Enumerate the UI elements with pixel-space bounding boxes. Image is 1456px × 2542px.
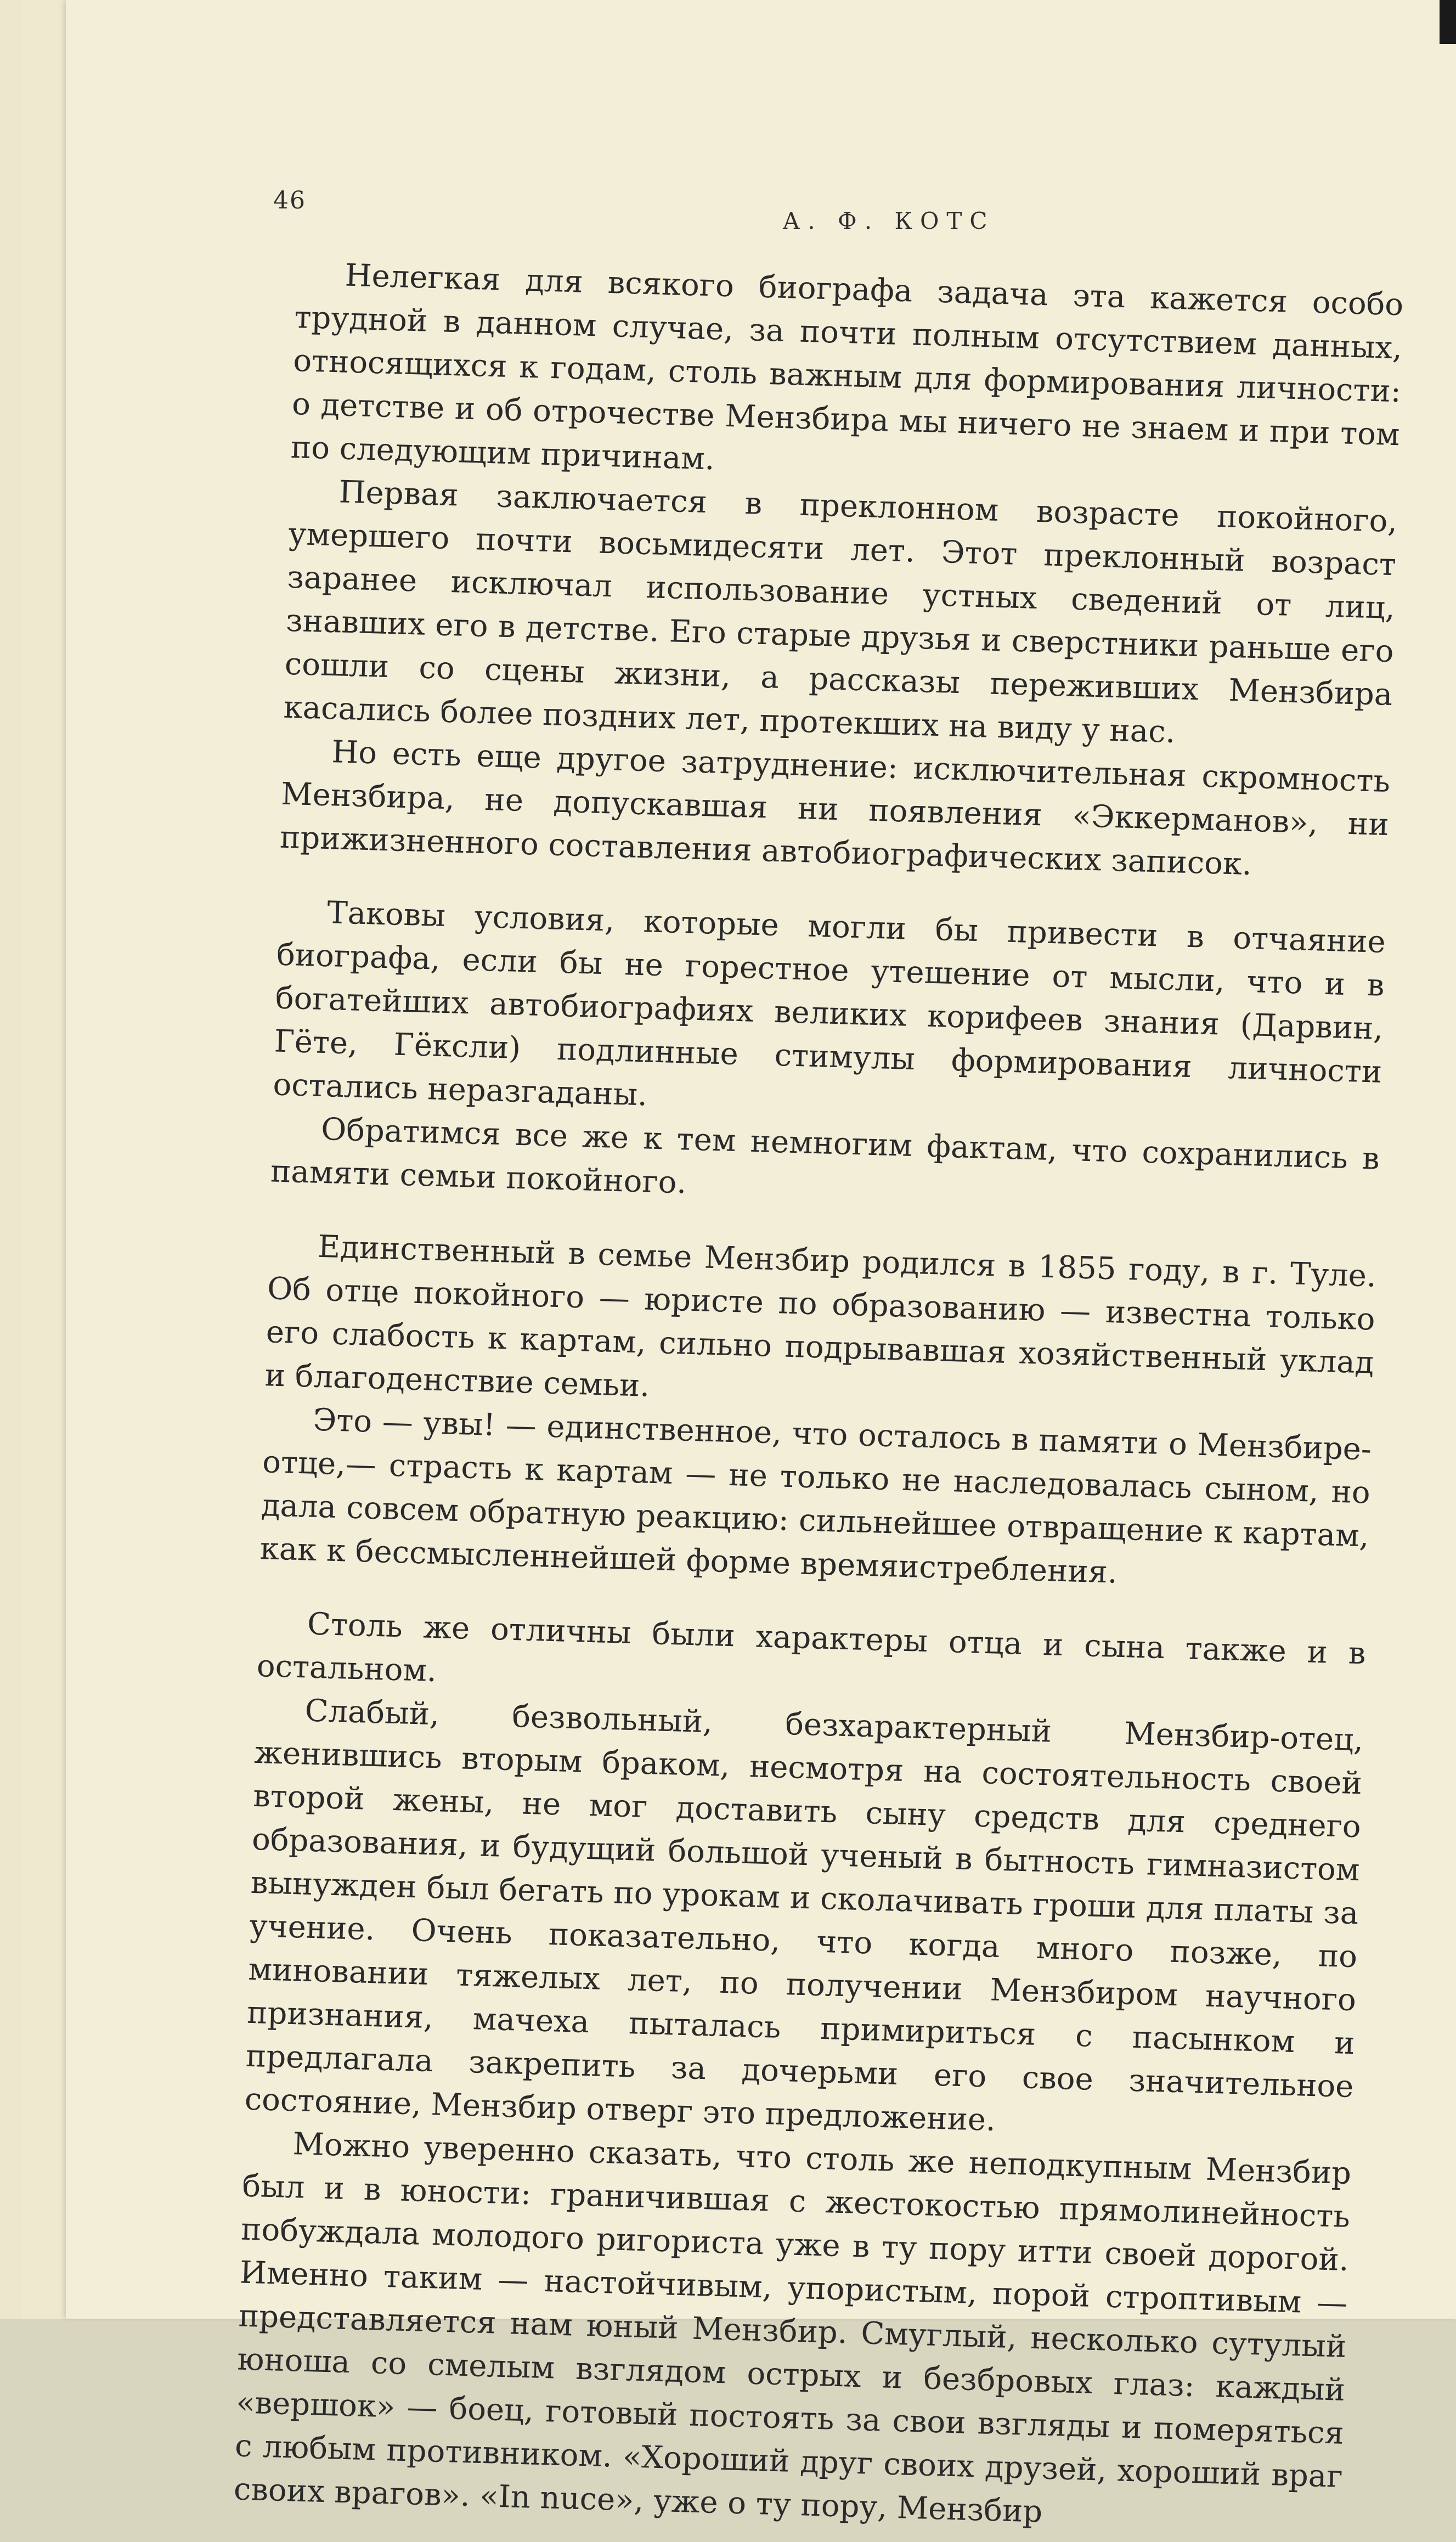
paragraph: Единственный в семье Мензбир родился в 1855 году, в г. Туле. Об отце покойного — юристе по образованию — известна только его слабость к картам, сильно подрывавшая хозяйственный уклад и благоденствие семьи. xyxy=(264,1228,1377,1404)
paragraph: Нелегкая для всякого биографа задача эта кажется особо трудной в данном случае, за почти полным отсутствием данных, относящихся к годам, столь важным для формирования личности: о детстве и об отрочестве Мензбира мы ничего не знаем и при том по следующим причинам. xyxy=(290,257,1404,477)
paragraph: Слабый, безвольный, безхарактерный Мензбир-отец, женившись вторым браком, несмотря на состоятельность своей второй жены, не мог доставить сыну средств для среднего образования, и будущий большой ученый в бытность гимназистом вынужден был бегать по урокам и сколачивать гроши для платы за учение. Очень показательно, что когда много позже, по миновании тяжелых лет, по получении Мензбиром научного признания, мачеха пыталась примириться с пасынком и предлагала закрепить за дочерьми его свое значительное состояние, Мензбир отверг это предложение. xyxy=(244,1693,1364,2138)
book-page xyxy=(66,0,1456,2530)
paragraph: Первая заключается в преклонном возрасте покойного, умершего почти восьмидесяти лет. Этот преклонный возраст заранее исключал использование устных сведений от лиц, знавших его в детстве. Его старые друзья и сверстники раньше его сошли со сцены жизни, а рассказы переживших Мензбира касались более поздних лет, протекших на виду у нас. xyxy=(283,474,1398,751)
paragraph: Столь же отличны были характеры отца и сына также и в остальном. xyxy=(256,1606,1367,1689)
paragraph: Таковы условия, которые могли бы привести в отчаяние биографа, если бы не горестное утешение от мысли, что и в богатейших автобиографиях великих корифеев знания (Дарвин, Гёте, Гёксли) подлинные стимулы формирования личности остались неразгаданы. xyxy=(272,895,1386,1113)
paragraph: Но есть еще другое затруднение: исключительная скромность Мензбира, не допускавшая ни появления «Эккерманов», ни прижизненного составления автобиографических записок. xyxy=(279,734,1391,883)
page-number: 46 xyxy=(273,187,306,215)
running-head: А. Ф. КОТС xyxy=(782,207,995,234)
body-text xyxy=(233,252,1404,2542)
corner-tab xyxy=(1440,0,1456,44)
paragraph: Обратимся все же к тем немногим фактам, что сохранились в памяти семьи покойного. xyxy=(270,1111,1380,1201)
paragraph: Можно уверенно сказать, что столь же неподкупным Мензбир был и в юности: граничившая с жестокостью прямолинейность побуждала молодого ригориста уже в ту пору итти своей дорогой. Именно таким — настойчивым, упористым, порой строптивым — представляется нам юный Мензбир. Смуглый, несколько сутулый юноша со смелым взглядом острых и безбровых глаз: каждый «вершок» — боец, готовый постоять за свои взгляды и померяться с любым противником. «Хороший друг своих друзей, хороший враг своих врагов». «In nuce», уже о ту пору, Мензбир xyxy=(233,2126,1352,2530)
paragraph: Это — увы! — единственное, что осталось в памяти о Мензбире-отце,— страсть к картам — не только не наследовалась сыном, но дала совсем обратную реакцию: сильнейшее отвращение к картам, как к бессмысленнейшей форме времяистребления. xyxy=(259,1402,1372,1591)
